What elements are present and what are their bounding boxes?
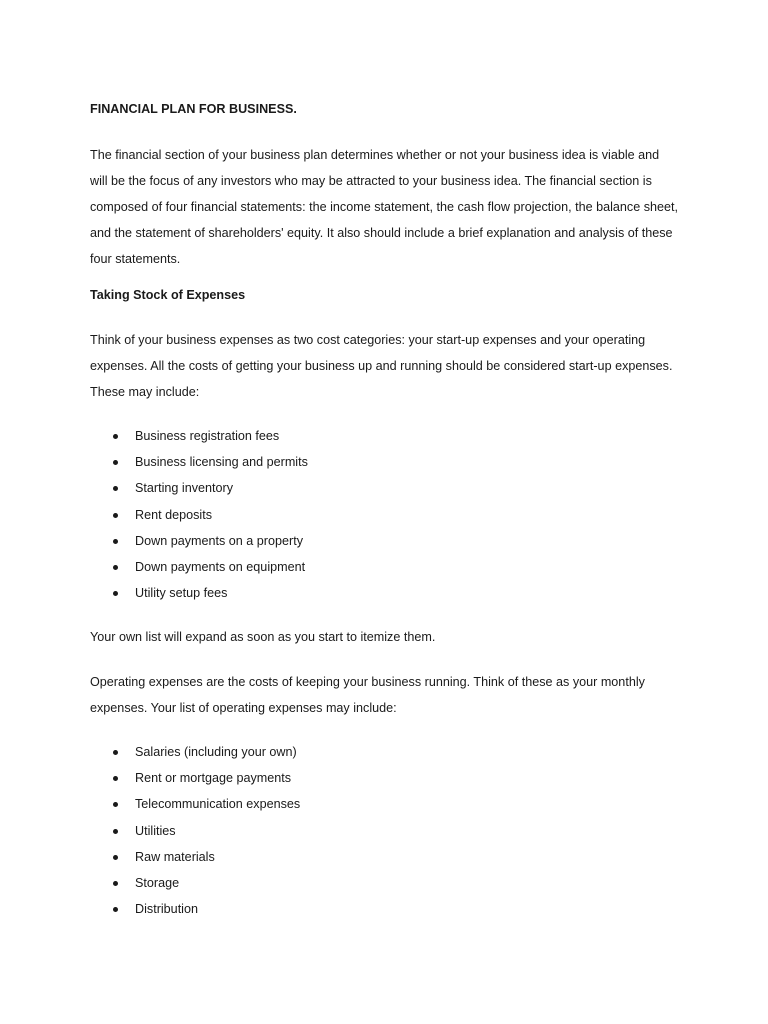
list-item-text: Down payments on equipment: [135, 559, 306, 574]
document-title: FINANCIAL PLAN FOR BUSINESS.: [90, 102, 297, 116]
list-item: [90, 449, 308, 475]
list-item: [90, 475, 308, 501]
list-item-text: Starting inventory: [135, 481, 234, 496]
bullet-icon: [113, 829, 118, 834]
list-item-text: Utility setup fees: [135, 586, 228, 601]
list-item-text: Rent deposits: [135, 507, 213, 522]
expenses-paragraph: Think of your business expenses as two cost categories: your start-up expenses and your operating expenses. All the costs of getting your business up and running should be considered start-up expenses. These may include:: [90, 333, 673, 399]
list-item-text: Salaries (including your own): [135, 745, 297, 759]
list-item: [90, 791, 300, 817]
bullet-icon: [113, 460, 118, 465]
list-item: [90, 502, 308, 528]
section-heading: Taking Stock of Expenses: [90, 288, 246, 302]
bullet-icon: [113, 513, 118, 518]
itemize-paragraph: Your own list will expand as soon as you start to itemize them.: [90, 630, 436, 644]
list-item-text: Distribution: [135, 902, 198, 917]
list-item: [90, 554, 308, 580]
list-item-text: Raw materials: [135, 849, 215, 864]
bullet-icon: [113, 434, 118, 439]
operating-paragraph: Operating expenses are the costs of keeping your business running. Think of these as your monthly expenses. Your list of operating expenses may include:: [90, 675, 645, 715]
list-item: [90, 870, 300, 896]
operating-expenses-list: [90, 739, 300, 922]
list-item: [90, 896, 300, 922]
list-item-text: Business registration fees: [135, 429, 280, 443]
bullet-icon: [113, 486, 118, 491]
list-item-text: Rent or mortgage payments: [135, 771, 292, 786]
bullet-icon: [113, 776, 118, 781]
list-item: [90, 423, 308, 449]
list-item: [90, 580, 308, 606]
list-item: [90, 528, 308, 554]
startup-expenses-list: [90, 423, 308, 606]
bullet-icon: [113, 591, 118, 596]
bullet-icon: [113, 802, 118, 807]
list-item-text: Storage: [135, 875, 180, 890]
bullet-icon: [113, 539, 118, 544]
list-item-text: Utilities: [135, 823, 176, 838]
bullet-icon: [113, 881, 118, 886]
bullet-icon: [113, 750, 118, 755]
intro-paragraph: The financial section of your business plan determines whether or not your business idea is viable and will be the focus of any investors who may be attracted to your business idea. The financial section is composed of four financial statements: the income statement, the cash flow projection, the balance sheet, and the statement of shareholders' equity. It also should include a brief explanation and analysis of these four statements.: [90, 148, 679, 266]
bullet-icon: [113, 565, 118, 570]
list-item-text: Telecommunication expenses: [135, 797, 301, 812]
list-item-text: Down payments on a property: [135, 533, 304, 548]
list-item: [90, 844, 300, 870]
bullet-icon: [113, 907, 118, 912]
bullet-icon: [113, 855, 118, 860]
list-item: [90, 818, 300, 844]
list-item: [90, 765, 300, 791]
list-item: [90, 739, 300, 765]
list-item-text: Business licensing and permits: [135, 455, 308, 470]
